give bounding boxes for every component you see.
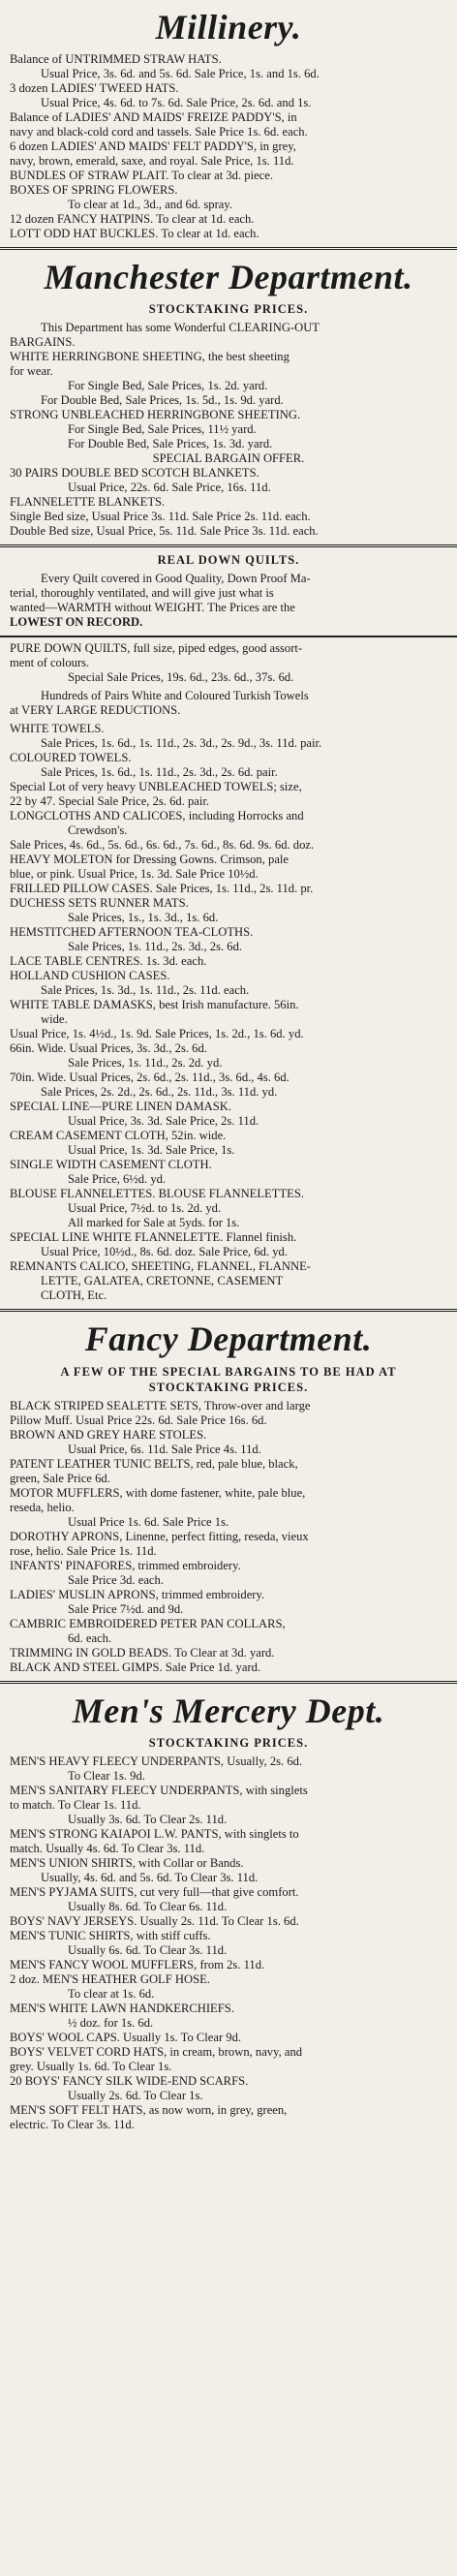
mercery-line: Usually, 4s. 6d. and 5s. 6d. To Clear 3s. 11d. [41,1871,259,1884]
millinery-line: BUNDLES OF STRAW PLAIT. To clear at 3d. piece. [10,169,273,182]
manchester-line: Usual Price, 22s. 6d. Sale Price, 16s. 11d. [68,481,271,494]
mercery-subheading: STOCKTAKING PRICES. [148,1736,309,1750]
linens-line: Sale Prices, 1s. 6d., 1s. 11d., 2s. 3d., 2s. 6d. pair. [41,765,278,779]
linens-line: Sale Prices, 1s. 11d., 2s. 3d., 2s. 6d. [68,940,243,953]
fancy-line: CAMBRIC EMBROIDERED PETER PAN COLLARS, [10,1617,286,1630]
millinery-line: 6 dozen LADIES' AND MAIDS' FELT PADDY'S, in grey, [10,140,296,153]
linens-line: HOLLAND CUSHION CASES. [10,969,170,982]
manchester-line: 30 PAIRS DOUBLE BED SCOTCH BLANKETS. [10,466,259,480]
mercery-line: to match. To Clear 1s. 11d. [10,1798,141,1812]
fancy-line: DOROTHY APRONS, Linenne, perfect fitting, reseda, vieux [10,1530,309,1543]
linens-section [0,637,457,1312]
linens-line: Usual Price, 10½d., 8s. 6d. doz. Sale Price, 6d. yd. [41,1245,288,1258]
millinery-line: 3 dozen LADIES' TWEED HATS. [10,81,179,95]
fancy-line: Sale Price 7½d. and 9d. [68,1602,184,1616]
linens-line: SPECIAL LINE WHITE FLANNELETTE. Flannel finish. [10,1230,297,1244]
linens-line: All marked for Sale at 5yds. for 1s. [68,1216,240,1229]
fancy-line: INFANTS' PINAFORES, trimmed embroidery. [10,1559,241,1572]
millinery-line: Usual Price, 4s. 6d. to 7s. 6d. Sale Price, 2s. 6d. and 1s. [41,96,312,109]
linens-line: WHITE TOWELS. [10,722,105,735]
fancy-line: BLACK AND STEEL GIMPS. Sale Price 1d. yard. [10,1660,261,1674]
mercery-line: Usually 6s. 6d. To Clear 3s. 11d. [68,1943,228,1957]
linens-line: DUCHESS SETS RUNNER MATS. [10,896,189,910]
down-quilts-line: LOWEST ON RECORD. [10,615,143,629]
millinery-line: Usual Price, 3s. 6d. and 5s. 6d. Sale Price, 1s. and 1s. 6d. [41,67,320,80]
fancy-line: Sale Price 3d. each. [68,1573,164,1587]
linens-line: Sale Prices, 1s. 11d., 2s. 2d. yd. [68,1056,223,1070]
mercery-line: BOYS' NAVY JERSEYS. Usually 2s. 11d. To Clear 1s. 6d. [10,1914,299,1928]
manchester-section [0,250,457,547]
millinery-line: navy and black-cold cord and tassels. Sale Price 1s. 6d. each. [10,125,308,139]
linens-line: BLOUSE FLANNELETTES. BLOUSE FLANNELETTES. [10,1187,304,1200]
linens-line: Usual Price, 7½d. to 1s. 2d. yd. [68,1201,222,1215]
linens-line: HEMSTITCHED AFTERNOON TEA-CLOTHS. [10,925,254,939]
fancy-line: PATENT LEATHER TUNIC BELTS, red, pale blue, black, [10,1457,298,1471]
fancy-line: Usual Price, 6s. 11d. Sale Price 4s. 11d. [68,1443,261,1456]
linens-line: Sale Prices, 1s. 3d., 1s. 11d., 2s. 11d. each. [41,983,250,997]
linens-line: Sale Prices, 4s. 6d., 5s. 6d., 6s. 6d., 7s. 6d., 8s. 6d. 9s. 6d. doz. [10,838,315,852]
linens-line: blue, or pink. Usual Price, 1s. 3d. Sale Price 10½d. [10,867,259,881]
mercery-line: Usually 8s. 6d. To Clear 6s. 11d. [68,1900,228,1913]
linens-line: Sale Prices, 2s. 2d., 2s. 6d., 2s. 11d., 3s. 11d. yd. [41,1085,278,1099]
linens-line: CLOTH, Etc. [41,1288,107,1302]
manchester-line: WHITE HERRINGBONE SHEETING, the best sheeting [10,350,289,363]
down-quilts-section [0,547,457,637]
fancy-line: BROWN AND GREY HARE STOLES. [10,1428,207,1442]
linens-line: Sale Prices, 1s., 1s. 3d., 1s. 6d. [68,911,219,924]
linens-line: Sale Price, 6½d. yd. [68,1172,167,1186]
fancy-line: green, Sale Price 6d. [10,1472,110,1485]
fancy-line: BLACK STRIPED SEALETTE SETS, Throw-over and large [10,1399,311,1412]
manchester-subheading: STOCKTAKING PRICES. [148,302,309,316]
fancy-line: Usual Price 1s. 6d. Sale Price 1s. [68,1515,229,1529]
linens-line: FRILLED PILLOW CASES. Sale Prices, 1s. 11d., 2s. 11d. pr. [10,882,314,895]
millinery-line: Balance of LADIES' AND MAIDS' FREIZE PADDY'S, in [10,110,297,124]
manchester-line: For Single Bed, Sale Prices, 1s. 2d. yard. [68,379,268,392]
manchester-line: for wear. [10,364,53,378]
linens-line: Hundreds of Pairs White and Coloured Turkish Towels [41,689,309,702]
linens-line: Crewdson's. [68,823,128,837]
mercery-line: grey. Usually 1s. 6d. To Clear 1s. [10,2060,172,2073]
mercery-line: To Clear 1s. 9d. [68,1769,145,1783]
down-quilts-line: Every Quilt covered in Good Quality, Down Proof Ma- [41,572,311,585]
mercery-line: 2 doz. MEN'S HEATHER GOLF HOSE. [10,1972,210,1986]
mercery-line: MEN'S HEAVY FLEECY UNDERPANTS, Usually, 2s. 6d. [10,1754,303,1768]
linens-line: COLOURED TOWELS. [10,751,132,764]
manchester-line: SPECIAL BARGAIN OFFER. [152,451,305,465]
mercery-line: 20 BOYS' FANCY SILK WIDE-END SCARFS. [10,2074,249,2088]
linens-line: CREAM CASEMENT CLOTH, 52in. wide. [10,1129,227,1142]
linens-line: LETTE, GALATEA, CRETONNE, CASEMENT [41,1274,284,1288]
mercery-heading: Men's Mercery Dept. [72,1691,385,1730]
mercery-line: Usually 2s. 6d. To Clear 1s. [68,2089,203,2102]
mercery-line: MEN'S PYJAMA SUITS, cut very full—that give comfort. [10,1885,299,1899]
fancy-line: reseda, helio. [10,1501,75,1514]
linens-line: REMNANTS CALICO, SHEETING, FLANNEL, FLANNE- [10,1259,311,1273]
linens-line: 66in. Wide. Usual Prices, 3s. 3d., 2s. 6d. [10,1041,207,1055]
mercery-line: MEN'S SOFT FELT HATS, as now worn, in grey, green, [10,2103,288,2117]
linens-line: wide. [41,1012,68,1026]
linens-line: 22 by 47. Special Sale Price, 2s. 6d. pair. [10,794,210,808]
linens-line: PURE DOWN QUILTS, full size, piped edges, good assort- [10,641,303,655]
manchester-heading: Manchester Department. [44,258,413,296]
millinery-line: navy, brown, emerald, saxe, and royal. Sale Price, 1s. 11d. [10,154,294,168]
millinery-line: To clear at 1d., 3d., and 6d. spray. [68,198,233,211]
manchester-line: BARGAINS. [10,335,76,349]
linens-line: SPECIAL LINE—PURE LINEN DAMASK. [10,1100,232,1113]
mercery-line: To clear at 1s. 6d. [68,1987,155,2001]
mercery-line: electric. To Clear 3s. 11d. [10,2118,135,2131]
linens-line: Usual Price, 3s. 3d. Sale Price, 2s. 11d. [68,1114,259,1128]
linens-line: LACE TABLE CENTRES. 1s. 3d. each. [10,954,207,968]
mercery-line: MEN'S UNION SHIRTS, with Collar or Bands. [10,1856,244,1870]
millinery-heading: Millinery. [155,8,302,47]
manchester-line: Double Bed size, Usual Price, 5s. 11d. Sale Price 3s. 11d. each. [10,524,319,538]
mercery-line: BOYS' WOOL CAPS. Usually 1s. To Clear 9d. [10,2031,242,2044]
mercery-section [0,1684,457,2138]
fancy-line: rose, helio. Sale Price 1s. 11d. [10,1544,157,1558]
mercery-line: match. Usually 4s. 6d. To Clear 3s. 11d. [10,1842,205,1855]
fancy-line: MOTOR MUFFLERS, with dome fastener, white, pale blue, [10,1486,306,1500]
linens-line: Special Lot of very heavy UNBLEACHED TOWELS; size, [10,780,302,793]
fancy-line: Pillow Muff. Usual Price 22s. 6d. Sale Price 16s. 6d. [10,1413,267,1427]
fancy-line: TRIMMING IN GOLD BEADS. To Clear at 3d. yard. [10,1646,275,1660]
millinery-section [0,0,457,250]
manchester-line: FLANNELETTE BLANKETS. [10,495,166,509]
down-quilts-line: wanted—WARMTH without WEIGHT. The Prices are the [10,601,295,614]
mercery-line: MEN'S TUNIC SHIRTS, with stiff cuffs. [10,1929,211,1942]
millinery-line: Balance of UNTRIMMED STRAW HATS. [10,52,222,66]
mercery-line: MEN'S SANITARY FLEECY UNDERPANTS, with singlets [10,1784,308,1797]
millinery-line: 12 dozen FANCY HATPINS. To clear at 1d. each. [10,212,255,226]
linens-line: Special Sale Prices, 19s. 6d., 23s. 6d., 37s. 6d. [68,670,294,684]
millinery-line: LOTT ODD HAT BUCKLES. To clear at 1d. each. [10,227,259,240]
linens-line: ment of colours. [10,656,90,669]
manchester-line: STRONG UNBLEACHED HERRINGBONE SHEETING. [10,408,301,421]
fancy-line: 6d. each. [68,1631,112,1645]
down-quilts-line: terial, thoroughly ventilated, and will give just what is [10,586,274,600]
mercery-line: ½ doz. for 1s. 6d. [68,2016,154,2030]
fancy-line: LADIES' MUSLIN APRONS, trimmed embroidery. [10,1588,265,1601]
fancy-subheading: A FEW OF THE SPECIAL BARGAINS TO BE HAD AT STOCKTAKING PRICES. [60,1365,397,1394]
fancy-heading: Fancy Department. [84,1319,373,1358]
linens-line: 70in. Wide. Usual Prices, 2s. 6d., 2s. 11d., 3s. 6d., 4s. 6d. [10,1071,289,1084]
manchester-line: For Single Bed, Sale Prices, 11½ yard. [68,422,257,436]
millinery-line: BOXES OF SPRING FLOWERS. [10,183,178,197]
manchester-line: For Double Bed, Sale Prices, 1s. 3d. yard. [68,437,273,450]
linens-line: Usual Price, 1s. 3d. Sale Price, 1s. [68,1143,235,1157]
linens-line: Sale Prices, 1s. 6d., 1s. 11d., 2s. 3d., 2s. 9d., 3s. 11d. pair. [41,736,322,750]
linens-line: Usual Price, 1s. 4½d., 1s. 9d. Sale Prices, 1s. 2d., 1s. 6d. yd. [10,1027,304,1040]
manchester-line: For Double Bed, Sale Prices, 1s. 5d., 1s. 9d. yard. [41,393,284,407]
fancy-section [0,1312,457,1684]
mercery-line: MEN'S WHITE LAWN HANDKERCHIEFS. [10,2002,234,2015]
linens-line: SINGLE WIDTH CASEMENT CLOTH. [10,1158,212,1171]
linens-line: HEAVY MOLETON for Dressing Gowns. Crimson, pale [10,853,289,866]
linens-line: WHITE TABLE DAMASKS, best Irish manufacture. 56in. [10,998,299,1011]
mercery-line: BOYS' VELVET CORD HATS, in cream, brown, navy, and [10,2045,303,2059]
mercery-line: Usually 3s. 6d. To Clear 2s. 11d. [68,1813,228,1826]
mercery-line: MEN'S STRONG KAIAPOI L.W. PANTS, with singlets to [10,1827,299,1841]
manchester-line: This Department has some Wonderful CLEARING-OUT [41,321,320,334]
linens-line: LONGCLOTHS AND CALICOES, including Horrocks and [10,809,304,822]
mercery-line: MEN'S FANCY WOOL MUFFLERS, from 2s. 11d. [10,1958,265,1971]
manchester-line: Single Bed size, Usual Price 3s. 11d. Sale Price 2s. 11d. each. [10,510,311,523]
down-quilts-subheading: REAL DOWN QUILTS. [157,553,300,567]
linens-line: at VERY LARGE REDUCTIONS. [10,703,181,717]
